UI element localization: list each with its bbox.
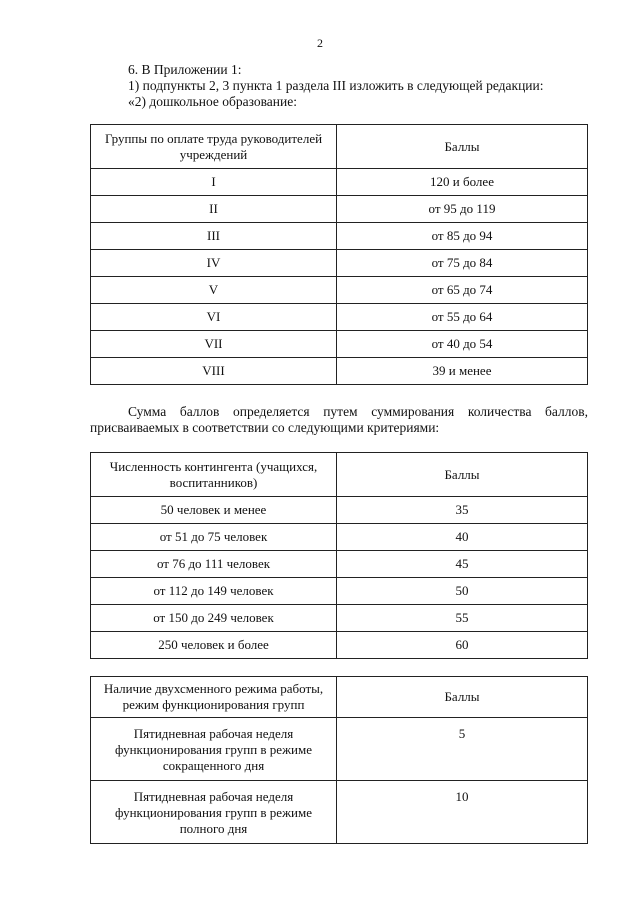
table-header-row: [91, 125, 588, 169]
header-points: Баллы: [337, 677, 588, 718]
group-cell: VI: [91, 304, 337, 331]
intro-line-1: 6. В Приложении 1:: [128, 62, 242, 77]
table-row: [91, 250, 588, 277]
header-points: Баллы: [337, 453, 588, 497]
contingent-points-table: [90, 452, 588, 659]
count-cell: от 150 до 249 человек: [91, 605, 337, 632]
group-cell: VII: [91, 331, 337, 358]
table-row: [91, 169, 588, 196]
intro-line-3: «2) дошкольное образование:: [128, 94, 297, 109]
table-row: [91, 605, 588, 632]
count-cell: 250 человек и более: [91, 632, 337, 659]
intro-line-2: 1) подпункты 2, 3 пункта 1 раздела III изложить в следующей редакции:: [128, 78, 544, 93]
count-cell: от 76 до 111 человек: [91, 551, 337, 578]
page-number: 2: [317, 36, 323, 50]
group-cell: VIII: [91, 358, 337, 385]
points-cell: 5: [337, 718, 588, 781]
summation-paragraph: Сумма баллов определяется путем суммирования количества баллов, присваиваемых в соответствии со следующими критериями:: [90, 404, 588, 435]
group-cell: V: [91, 277, 337, 304]
table-header-row: [91, 677, 588, 718]
points-cell: 50: [337, 578, 588, 605]
table-row: [91, 632, 588, 659]
points-cell: от 55 до 64: [337, 304, 588, 331]
points-cell: 10: [337, 781, 588, 844]
count-cell: 50 человек и менее: [91, 497, 337, 524]
group-cell: III: [91, 223, 337, 250]
groups-points-table: [90, 124, 588, 385]
points-cell: 55: [337, 605, 588, 632]
points-cell: от 65 до 74: [337, 277, 588, 304]
shift-mode-points-table: [90, 676, 588, 844]
table-row: [91, 497, 588, 524]
points-cell: 35: [337, 497, 588, 524]
points-cell: 120 и более: [337, 169, 588, 196]
header-contingent: Численность контингента (учащихся, воспитанников): [91, 453, 337, 497]
points-cell: 60: [337, 632, 588, 659]
table-row: [91, 277, 588, 304]
points-cell: 45: [337, 551, 588, 578]
table-row: [91, 223, 588, 250]
points-cell: от 95 до 119: [337, 196, 588, 223]
group-cell: II: [91, 196, 337, 223]
group-cell: IV: [91, 250, 337, 277]
table-row: [91, 718, 588, 781]
table-row: [91, 304, 588, 331]
table-row: [91, 578, 588, 605]
mode-cell: Пятидневная рабочая неделя функционирования групп в режиме сокращенного дня: [91, 718, 337, 781]
intro-block: [128, 62, 544, 110]
points-cell: от 85 до 94: [337, 223, 588, 250]
table-row: [91, 196, 588, 223]
table-row: [91, 551, 588, 578]
count-cell: от 51 до 75 человек: [91, 524, 337, 551]
points-cell: от 40 до 54: [337, 331, 588, 358]
table-row: [91, 331, 588, 358]
header-groups: Группы по оплате труда руководителей учреждений: [91, 125, 337, 169]
group-cell: I: [91, 169, 337, 196]
table-row: [91, 358, 588, 385]
mode-cell: Пятидневная рабочая неделя функционирования групп в режиме полного дня: [91, 781, 337, 844]
table-header-row: [91, 453, 588, 497]
points-cell: 39 и менее: [337, 358, 588, 385]
points-cell: 40: [337, 524, 588, 551]
points-cell: от 75 до 84: [337, 250, 588, 277]
table-row: [91, 781, 588, 844]
header-shift-mode: Наличие двухсменного режима работы, режим функционирования групп: [91, 677, 337, 718]
count-cell: от 112 до 149 человек: [91, 578, 337, 605]
table-row: [91, 524, 588, 551]
header-points: Баллы: [337, 125, 588, 169]
